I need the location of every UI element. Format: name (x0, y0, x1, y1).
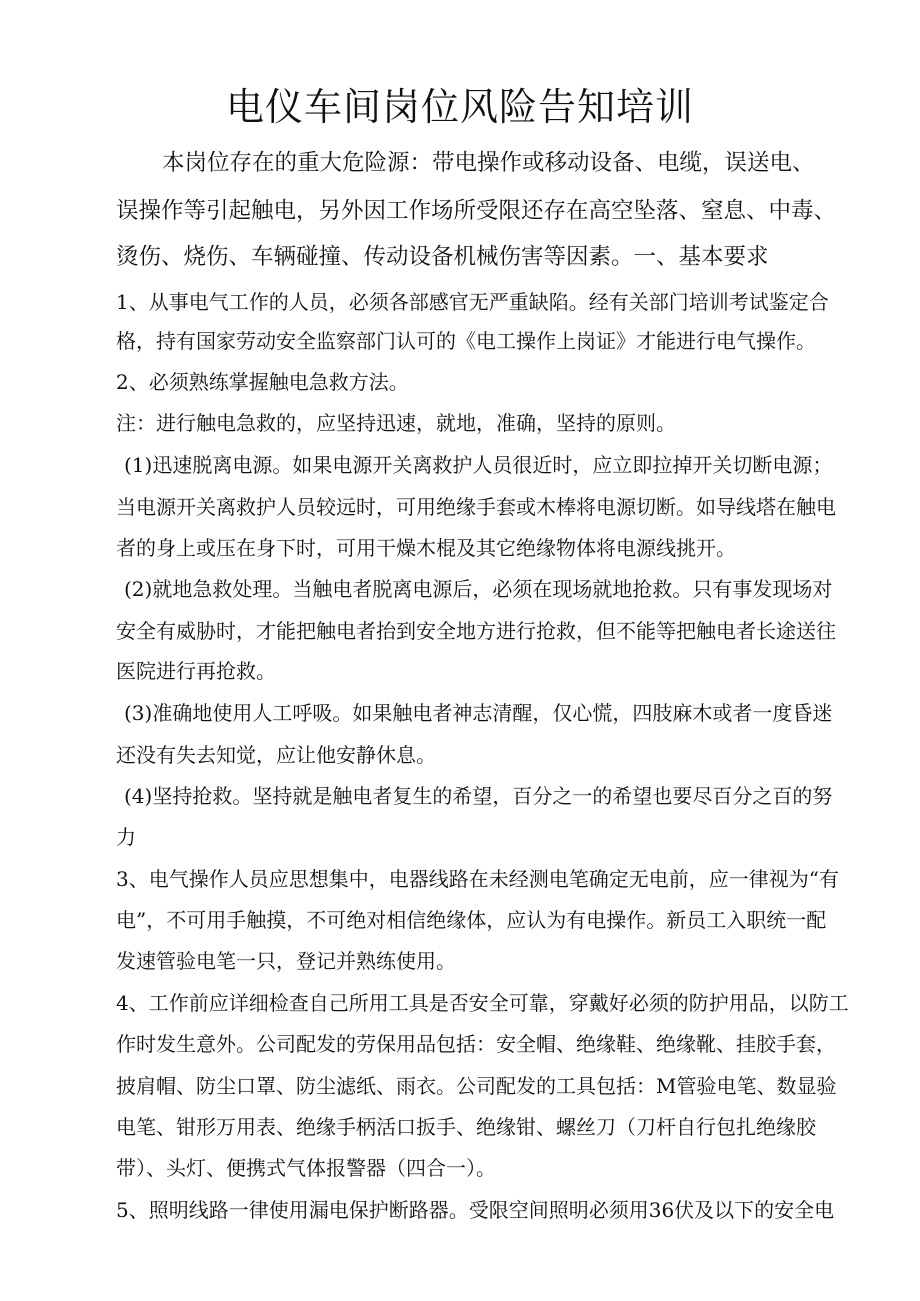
item-3-line-1: 3、电气操作人员应思想集中，电器线路在未经测电笔确定无电前，应一律视为“有 (116, 867, 839, 891)
subitem-3-line-2: 还没有失去知觉，应让他安静休息。 (116, 743, 436, 767)
item-1-line-2: 格，持有国家劳动安全监察部门认可的《电工操作上岗证》才能进行电气操作。 (116, 329, 816, 353)
subitem-1-line-1: (1)迅速脱离电源。如果电源开关离救护人员很近时，应立即拉掉开关切断电源； (124, 453, 833, 477)
subitem-2-line-1: (2)就地急救处理。当触电者脱离电源后，必须在现场就地抢救。只有事发现场对 (124, 577, 833, 601)
item-3-line-3: 发速管验电笔一只，登记并熟练使用。 (116, 949, 456, 973)
item-5-line-1: 5、照明线路一律使用漏电保护断路器。受限空间照明必须用36伏及以下的安全电 (116, 1198, 835, 1222)
subitem-1-line-3: 者的身上或压在身下时，可用干燥木棍及其它绝缘物体将电源线挑开。 (116, 536, 736, 560)
item-3-line-2: 电”，不可用手触摸，不可绝对相信绝缘体，应认为有电操作。新员工入职统一配 (116, 908, 827, 932)
item-4-line-2: 作时发生意外。公司配发的劳保用品包括：安全帽、绝缘鞋、绝缘靴、挂胶手套， (116, 1032, 836, 1056)
subitem-3-line-1: (3)准确地使用人工呼吸。如果触电者神志清醒，仅心慌，四肢麻木或者一度昏迷 (124, 701, 833, 725)
intro-line-1: 本岗位存在的重大危险源：带电操作或移动设备、电缆，误送电、 (162, 150, 815, 176)
item-2-line: 2、必须熟练掌握触电急救方法。 (116, 370, 409, 394)
subitem-2-line-3: 医院进行再抢救。 (116, 659, 276, 683)
subitem-2-line-2: 安全有威胁时，才能把触电者抬到安全地方进行抢救，但不能等把触电者长途送往 (116, 619, 836, 643)
subitem-4-line-1: (4)坚持抢救。坚持就是触电者复生的希望，百分之一的希望也要尽百分之百的努 (124, 784, 833, 808)
item-4-line-3: 披肩帽、防尘口罩、防尘滤纸、雨衣。公司配发的工具包括：M管验电笔、数显验 (116, 1074, 837, 1098)
subitem-1-line-2: 当电源开关离救护人员较远时，可用绝缘手套或木棒将电源切断。如导线塔在触电 (116, 495, 836, 519)
item-4-line-4: 电笔、钳形万用表、绝缘手柄活口扳手、绝缘钳、螺丝刀（刀杆自行包扎绝缘胶 (116, 1115, 816, 1139)
document-title: 电仪车间岗位风险告知培训 (225, 85, 694, 129)
item-1-line-1: 1、从事电气工作的人员，必须各部感官无严重缺陷。经有关部门培训考试鉴定合 (116, 290, 829, 314)
intro-line-2: 误操作等引起触电，另外因工作场所受限还存在高空坠落、窒息、中毒、 (116, 198, 837, 224)
item-4-line-1: 4、工作前应详细检查自己所用工具是否安全可靠，穿戴好必须的防护用品，以防工 (116, 991, 849, 1015)
item-4-line-5: 带）、头灯、便携式气体报警器（四合一）。 (116, 1156, 496, 1180)
intro-line-3: 烫伤、烧伤、车辆碰撞、传动设备机械伤害等因素。一、基本要求 (116, 244, 769, 270)
note-line: 注：进行触电急救的，应坚持迅速，就地，准确，坚持的原则。 (116, 411, 676, 435)
subitem-4-line-2: 力 (116, 825, 136, 849)
